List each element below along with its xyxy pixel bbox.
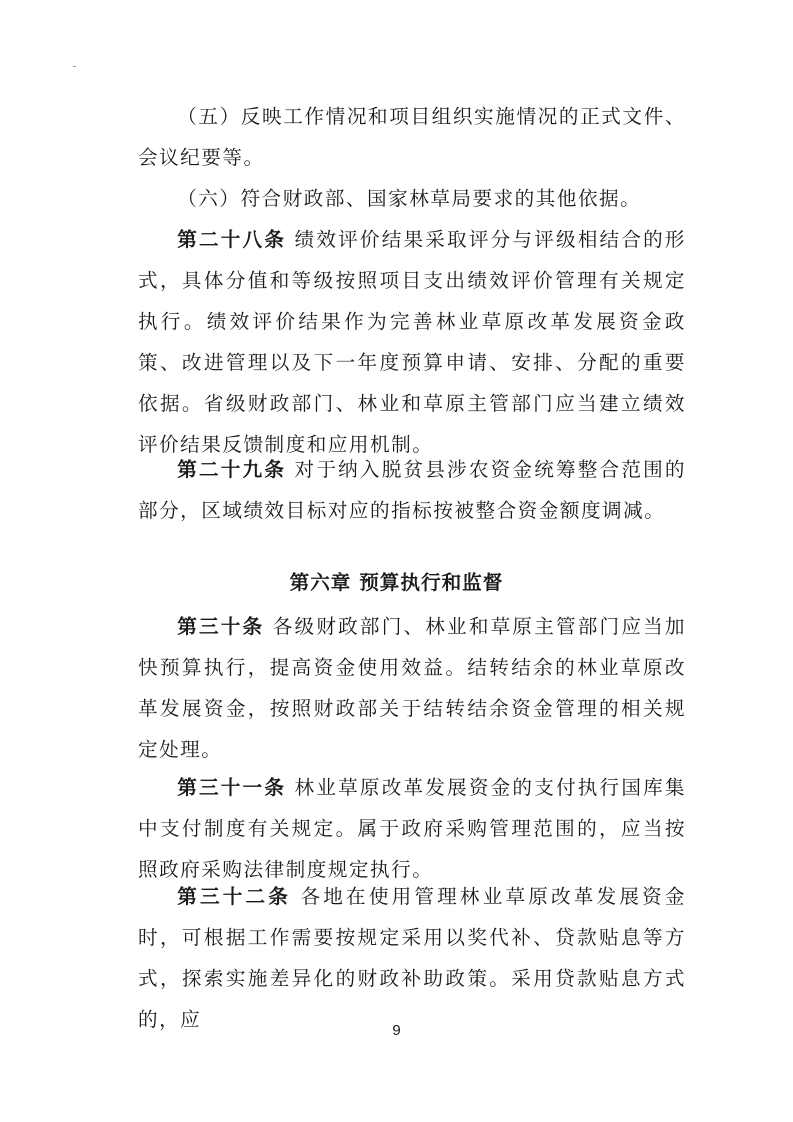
article-heading: 第三十条 <box>177 615 265 638</box>
paragraph-text: （六）符合财政部、国家林草局要求的其他依据。 <box>177 187 642 210</box>
article-heading: 第三十二条 <box>177 885 292 908</box>
paragraph-text: （五）反映工作情况和项目组织实施情况的正式文件、会议纪要等。 <box>138 105 686 169</box>
scan-speck <box>73 66 76 67</box>
article-heading: 第二十九条 <box>177 458 287 481</box>
article-28 <box>138 219 686 465</box>
article-32 <box>138 876 686 1040</box>
article-text: 林业草原改革发展资金的支付执行国库集中支付制度有关规定。属于政府采购管理范围的，应当按照政府采购法律制度规定执行。 <box>138 776 687 881</box>
paragraph-item-5 <box>138 96 686 178</box>
article-31 <box>138 767 686 890</box>
article-text: 绩效评价结果采取评分与评级相结合的形式，具体分值和等级按照项目支出绩效评价管理有关规定执行。绩效评价结果作为完善林业草原改革发展资金政策、改进管理以及下一年度预算申请、安排、分配的重要依据。省级财政部门、林业和草原主管部门应当建立绩效评价结果反馈制度和应用机制。 <box>138 228 687 456</box>
page-number: 9 <box>392 1022 401 1039</box>
paragraph-item-6 <box>138 178 686 219</box>
article-heading: 第三十一条 <box>177 776 287 799</box>
article-text: 对于纳入脱贫县涉农资金统筹整合范围的部分，区域绩效目标对应的指标按被整合资金额度调减。 <box>138 458 687 522</box>
article-text: 各级财政部门、林业和草原主管部门应当加快预算执行，提高资金使用效益。结转结余的林业草原改革发展资金，按照财政部关于结转结余资金管理的相关规定处理。 <box>138 615 687 761</box>
article-heading: 第二十八条 <box>177 228 287 251</box>
article-30 <box>138 606 686 770</box>
article-text: 各地在使用管理林业草原改革发展资金时，可根据工作需要按规定采用以奖代补、贷款贴息等方式，探索实施差异化的财政补助政策。采用贷款贴息方式的，应 <box>138 885 687 1031</box>
chapter-title: 第六章 预算执行和监督 <box>289 571 504 594</box>
article-29 <box>138 449 686 531</box>
